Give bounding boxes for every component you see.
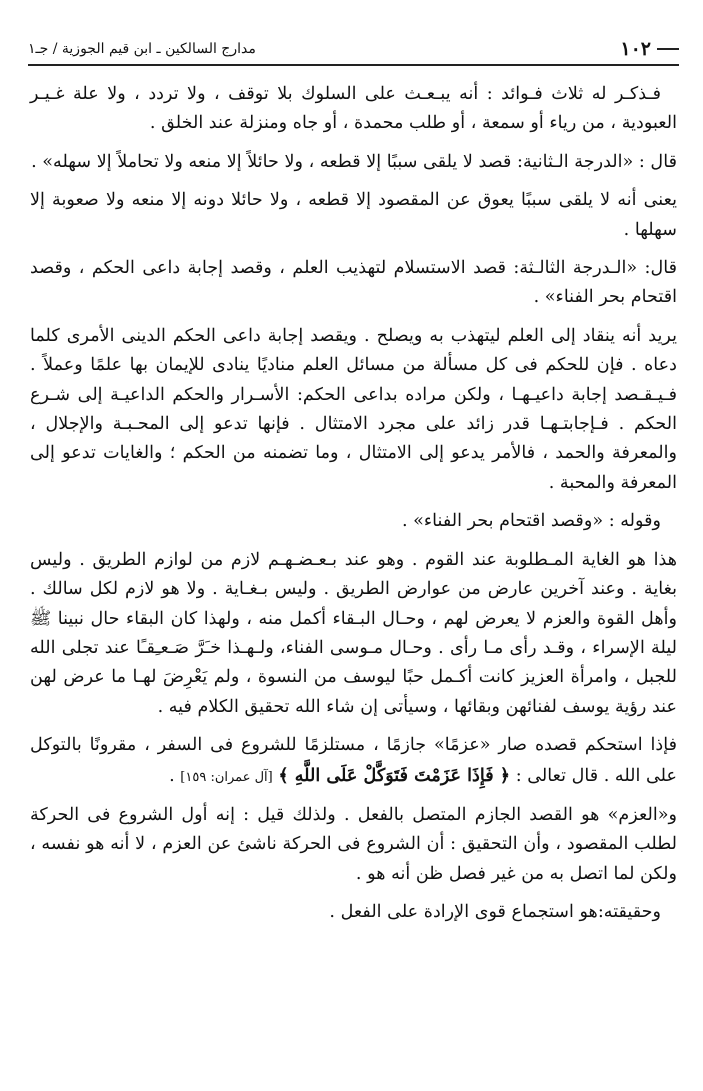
quran-verse: ﴿ فَإِذَا عَزَمْتَ فَتَوَكَّلْ عَلَى اللَّهِ ﴾ <box>278 764 511 786</box>
paragraph-5: يريد أنه ينقاد إلى العلم ليتهذب به ويصلح . ويقصد إجابة داعى الحكم الدينى الأمرى كلما دعاه . فإن للحكم فى كل مسألة من مسائل العلم مناديًا ينادى للإيمان بها علمًا وعملاً . فـيـقـصد إجابة داعيـهـا ، ولكن مراده بداعى الحكم: الأسـرار والحكم الداعيـة إلى شـرع الحكم . فـإجابتـهـا قدر زائد على مجرد الامتثال . فإنها تدعو إلى المحـبـة والإجلال ، والمعرفة والحمد ، فالأمر يدعو إلى الامتثال ، وما تضمنه من الحكم ؛ والغايات تدعو إلى المعرفة والمحبة . <box>30 325 677 493</box>
paragraph-7: هذا هو الغاية المـطلوبة عند القوم . وهو عند بـعـضـهـم لازم من لوازم الطريق . وليس بغاية . وعند آخرين عارض من عوارض الطريق . وليس بـغـاية . ولا هو لازم لكل سالك . وأهل القوة والعزم لا يعرض لهم ، وحـال البـقاء أكمل منه ، ولهذا كان البقاء حال نبينا ﷺ ليلة الإسراء ، وقـد رأى مـا رأى . وحـال مـوسى الفناء، ولـهـذا خـَرَّ صَـعـِقـًا عند تجلى الله للجبل ، وامرأة العزيز كانت أكـمل حبًا ليوسف من النسوة ، ولم يَعْرِضَ لهـا ما عرض لهن عند رؤية يوسف لفنائهن وبقائها ، وسيأتى إن شاء الله تحقيق الكلام فيه . <box>30 549 677 717</box>
page-number: ١٠٢ <box>620 38 651 60</box>
paragraph-3: يعنى أنه لا يلقى سببًا يعوق عن المقصود إلا قطعه ، ولا حائلا دونه إلا منعه ولا صعوبة إلا سهلها . <box>30 190 677 240</box>
paragraph-6: وقوله : «وقصد اقتحام بحر الفناء» . <box>401 511 661 532</box>
paragraph-4: قال: «الـدرجة الثالـثة: قصد الاستسلام لتهذيب العلم ، وقصد إجابة داعى الحكم ، وقصد اقتحام بحر الفناء» . <box>30 258 677 308</box>
paragraph-8-text: فإذا استحكم قصده صار «عزمًا» جازمًا ، مستلزمًا للشروع فى السفر ، مقرونًا بالتوكل على الله . قال تعالى : <box>30 735 677 786</box>
paragraph-9: و«العزم» هو القصد الجازم المتصل بالفعل . ولذلك قيل : إنه أول الشروع فى الحركة لطلب المقصود ، وأن التحقيق : أن الشروع فى الحركة ناشئ عن العزم ، لا أنه هو نفسه ، ولكن لما اتصل به من غير فصل ظن أنه هو . <box>30 804 677 884</box>
header-rule <box>657 48 679 50</box>
quran-reference: [آل عمران: ١٥٩] <box>180 769 273 785</box>
page-header <box>28 34 679 66</box>
paragraph-2: قال : «الدرجة الـثانية: قصد لا يلقى سببًا إلا قطعه ، ولا حائلاً إلا منعه ولا تحاملاً إلا سهله» . <box>31 151 677 172</box>
paragraph-8: فإذا استحكم قصده صار «عزمًا» جازمًا ، مستلزمًا للشروع فى السفر ، مقرونًا بالتوكل على الله . قال تعالى : ﴿ فَإِذَا عَزَمْتَ فَتَوَكَّلْ عَلَى اللَّهِ ﴾ [آل عمران: ١٥٩] . <box>30 735 677 786</box>
running-title: مدارج السالكين ـ ابن قيم الجوزية / جـ١ <box>28 41 256 57</box>
paragraph-1: فـذكـر له ثلاث فـوائد : أنه يبـعـث على السلوك بلا توقف ، ولا تردد ، ولا علة غـيـر العبودية ، من رياء أو سمعة ، أو طلب محمدة ، أو جاه ومنزلة عند الخلق . <box>30 84 677 134</box>
paragraph-10: وحقيقته:هو استجماع قوى الإرادة على الفعل . <box>329 902 661 923</box>
page-body <box>30 80 677 1061</box>
